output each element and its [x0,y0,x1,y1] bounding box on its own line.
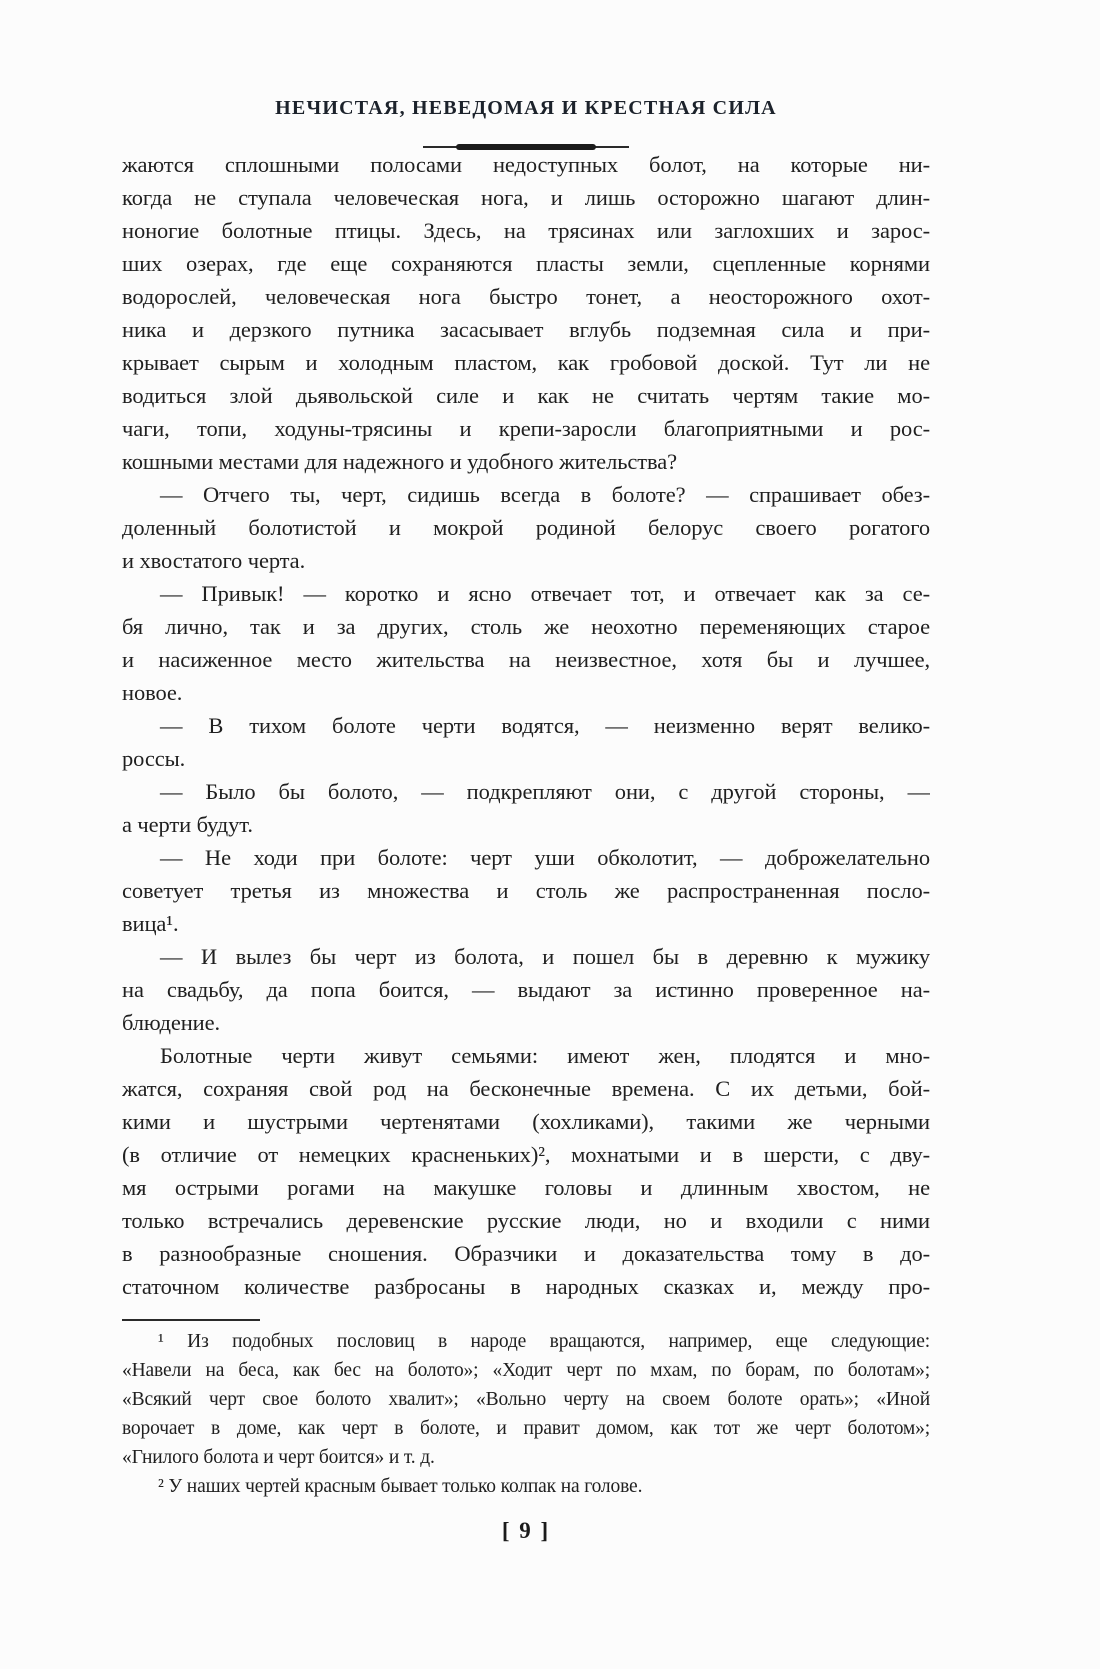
footnotes [122,1327,930,1501]
text-line: (в отличие от немецких красненьких)², мохнатыми и в шерсти, с дву- [122,1142,930,1167]
text-line: мя острыми рогами на макушке головы и длинным хвостом, не [122,1175,930,1200]
text-line: когда не ступала человеческая нога, и лишь осторожно шагают длин- [122,185,930,210]
text-line: — И вылез бы черт из болота, и пошел бы в деревню к мужику [160,944,930,969]
footnote-line: ² У наших чертей красным бывает только колпак на голове. [158,1476,643,1497]
text-line: и хвостатого черта. [122,548,306,573]
footnote-line: «Всякий черт свое болото хвалит»; «Вольно черту на своем болоте орать»; «Иной [122,1389,930,1410]
page-number: [ 9 ] [501,1518,551,1543]
text-line: блюдение. [122,1010,221,1035]
text-line: россы. [122,746,186,771]
paragraph [122,775,930,841]
text-line: бя лично, так и за других, столь же неохотно переменяющих старое [122,614,930,639]
text-line: а черти будут. [122,812,253,837]
text-line: статочном количестве разбросаны в народных сказках и, между про- [122,1274,930,1299]
text-line: крывает сырым и холодным пластом, как гробовой доской. Тут ли не [122,350,930,375]
body-text [122,148,930,1303]
paragraph [122,709,930,775]
text-line: жаются сплошными полосами недоступных болот, на которые ни- [122,152,930,177]
text-line: доленный болотистой и мокрой родиной белорус своего рогатого [122,515,930,540]
paragraph [122,841,930,940]
text-line: ника и дерзкого путника засасывает вглубь подземная сила и при- [122,317,930,342]
paragraph [122,478,930,577]
text-line: — Не ходи при болоте: черт уши обколотит, — доброжелательно [160,845,930,870]
footnote-separator [122,1319,260,1321]
text-line: водорослей, человеческая нога быстро тонет, а неосторожного охот- [122,284,930,309]
text-line: — В тихом болоте черти водятся, — неизменно верят велико- [160,713,930,738]
running-head: НЕЧИСТАЯ, НЕВЕДОМАЯ И КРЕСТНАЯ СИЛА [275,97,777,119]
paragraph [122,940,930,1039]
text-line: только встречались деревенские русские люди, но и входили с ними [122,1208,930,1233]
text-line: новое. [122,680,183,705]
footnote-line: «Гнилого болота и черт боится» и т. д. [122,1447,435,1468]
text-line: кими и шустрыми чертенятами (хохликами), такими же черными [122,1109,930,1134]
text-line: — Было бы болото, — подкрепляют они, с другой стороны, — [160,779,930,804]
paragraph [122,148,930,478]
text-line: — Привык! — коротко и ясно отвечает тот, и отвечает как за се- [160,581,930,606]
text-line: жатся, сохраняя свой род на бесконечные времена. С их детьми, бой- [122,1076,930,1101]
text-line: на свадьбу, да попа боится, — выдают за истинно проверенное на- [122,977,930,1002]
footnote [122,1327,930,1472]
footnote [122,1472,930,1501]
footnote-line: ворочает в доме, как черт в болоте, и правит домом, как тот же черт болотом»; [122,1418,930,1439]
paragraph [122,1039,930,1303]
text-line: и насиженное место жительства на неизвестное, хотя бы и лучшее, [122,647,930,672]
text-line: чаги, топи, ходуны-трясины и крепи-заросли благоприятными и рос- [122,416,930,441]
text-line: — Отчего ты, черт, сидишь всегда в болоте? — спрашивает обез- [160,482,930,507]
text-line: советует третья из множества и столь же распространенная посло- [122,878,930,903]
footnote-line: ¹ Из подобных пословиц в народе вращаются, например, еще следующие: [158,1331,930,1352]
text-line: кошными местами для надежного и удобного жительства? [122,449,677,474]
text-line: вица¹. [122,911,179,936]
paragraph [122,577,930,709]
text-line: водиться злой дьявольской силе и как не считать чертям такие мо- [122,383,930,408]
text-line: ших озерах, где еще сохраняются пласты земли, сцепленные корнями [122,251,930,276]
footnote-line: «Навели на беса, как бес на болото»; «Ходит черт по мхам, по борам, по болотам»; [122,1360,930,1381]
text-line: Болотные черти живут семьями: имеют жен, плодятся и мно- [160,1043,930,1068]
text-line: ноногие болотные птицы. Здесь, на трясинах или заглохших и зарос- [122,218,930,243]
text-line: в разнообразные сношения. Образчики и доказательства тому в до- [122,1241,930,1266]
